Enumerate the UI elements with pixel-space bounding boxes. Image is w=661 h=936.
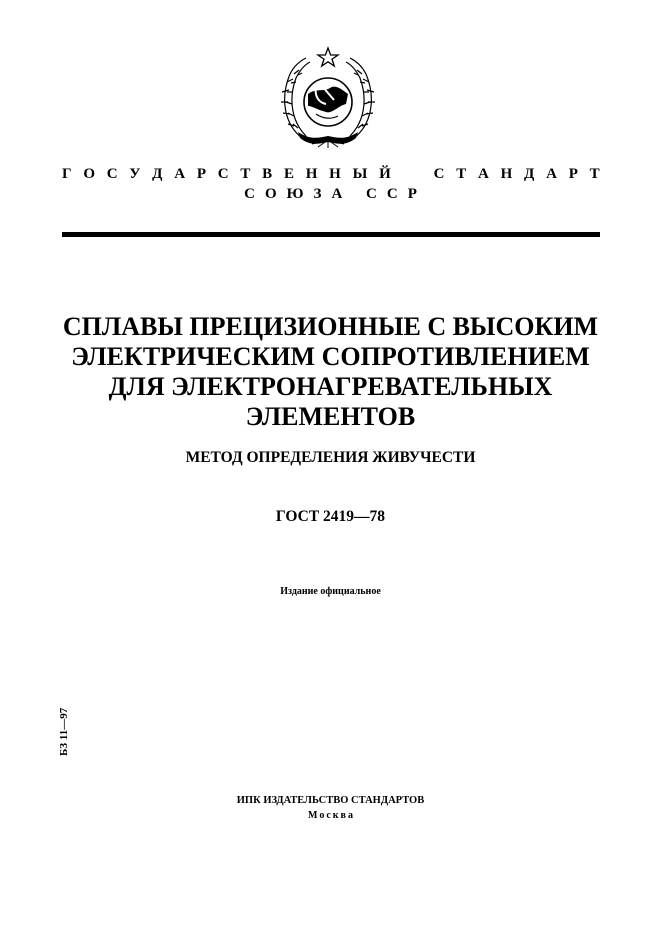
heading-letter: Й: [379, 166, 391, 182]
title-line: ДЛЯ ЭЛЕКТРОНАГРЕВАТЕЛЬНЫХ: [108, 372, 553, 401]
heading-letter: Н: [329, 166, 341, 182]
heading-letter: С: [433, 166, 445, 182]
heading-letter: Д: [152, 166, 163, 182]
heading-letter: Т: [240, 166, 251, 182]
heading-letter: У: [129, 166, 141, 182]
edition-note: Издание официальное: [280, 586, 381, 597]
heading-letter: А: [174, 166, 186, 182]
word-gap: [418, 166, 422, 183]
publisher-city: Москва: [308, 810, 355, 821]
heading-letter: Г: [62, 166, 72, 182]
gost-number: ГОСТ 2419—78: [275, 508, 386, 525]
ussr-state-emblem-icon: [272, 46, 384, 150]
heading-letter: Т: [589, 166, 600, 182]
title-line: ЭЛЕМЕНТОВ: [245, 402, 416, 431]
heading-letter: Р: [196, 166, 207, 182]
title-line: ЭЛЕКТРИЧЕСКИМ СОПРОТИВЛЕНИЕМ: [71, 342, 590, 371]
heading-letter: Н: [305, 166, 318, 182]
word-gap: [403, 166, 407, 183]
title-line: СПЛАВЫ ПРЕЦИЗИОННЫЕ С ВЫСОКИМ: [62, 312, 599, 341]
heading-letter: Д: [524, 166, 535, 182]
heading-letter: Р: [568, 166, 578, 182]
document-subtitle: МЕТОД ОПРЕДЕЛЕНИЯ ЖИВУЧЕСТИ: [185, 449, 476, 466]
header-divider: [62, 232, 600, 237]
heading-letter: А: [477, 166, 489, 182]
heading-letter: Е: [283, 166, 294, 182]
side-index-mark: БЗ 11—97: [58, 707, 70, 756]
heading-letter: С: [217, 166, 229, 182]
heading-letter: А: [546, 166, 557, 182]
union-heading: СОЮЗА ССР: [244, 186, 427, 202]
heading-letter: О: [83, 166, 95, 182]
heading-letter: В: [262, 166, 273, 182]
heading-letter: Ы: [352, 166, 368, 182]
state-standard-heading: [62, 166, 600, 183]
heading-letter: Т: [456, 166, 467, 182]
document-title: [40, 312, 621, 432]
publisher: ИПК ИЗДАТЕЛЬСТВО СТАНДАРТОВ: [236, 795, 425, 806]
heading-letter: Н: [500, 166, 513, 182]
heading-letter: С: [106, 166, 118, 182]
